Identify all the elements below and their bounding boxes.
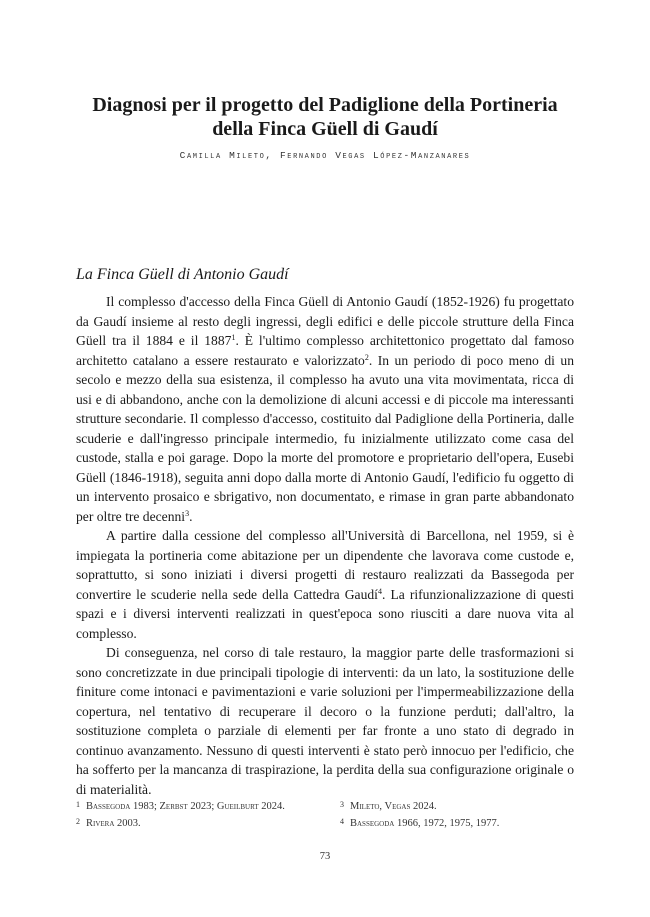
footnote-1: $^1$ Bassegoda 1983; Zerbst 2023; Gueilburt 2024.	[76, 800, 285, 812]
footnote-2: $^2$ Rivera 2003.	[76, 817, 141, 829]
footnote-4: $^4$ Bassegoda 1966, 1972, 1975, 1977.	[340, 817, 500, 829]
footnote-3: $^3$ Mileto, Vegas 2024.	[340, 800, 437, 812]
footnote-ref-2[interactable]: 2	[364, 352, 369, 362]
title-line-1: Diagnosi per il progetto del Padiglione della Portineria	[92, 94, 558, 116]
footnote-ref-4[interactable]: 4	[377, 586, 382, 596]
footnote-ref-3[interactable]: 3	[185, 508, 190, 518]
page-number: 73	[319, 851, 331, 862]
title-line-2: della Finca Güell di Gaudí	[212, 118, 438, 140]
footnotes	[76, 797, 574, 831]
paragraph-2: A partire dalla cessione del complesso all'Università di Barcellona, nel 1959, si è impiegata la portineria come abitazione per un dipendente che lavorava come custode e, soprattutto, si sono iniziati i diversi progetti di restauro realizzati da Bassegoda per convertire le scuderie nella sede della Cattedra Gaudí$^4$. La rifunzionalizzazione di questi spazi e i diversi interventi realizzati in quest'epoca sono riusciti a dare nuova vita al complesso.	[76, 528, 574, 641]
footnotes-column-right	[340, 797, 574, 831]
article-title	[60, 93, 590, 141]
footnote-ref-1[interactable]: 1	[231, 333, 236, 342]
authors: Camilla Mileto, Fernando Vegas López-Manzanares	[179, 150, 471, 161]
paragraph-3: Di conseguenza, nel corso di tale restauro, la maggior parte delle trasformazioni si sono concretizzate in due principali tipologie di interventi: da un lato, la sostituzione delle finiture come intonaci e pavimentazioni e varie soluzioni per l'impermeabilizzazione della copertura, nel tentativo di recuperare il decoro o la funzione perduti; dall'altro, la sostituzione completa o parziale di elementi per far fronte a uno stato di degrado in continuo avanzamento. Nessuno di questi interventi è stato però innocuo per l'edificio, che ha sofferto per la mancanza di traspirazione, la perdita della sua configurazione originale o di materialità.	[76, 645, 574, 797]
paragraph-1: Il complesso d'accesso della Finca Güell di Antonio Gaudí (1852-1926) fu progettato da Gaudí insieme al resto degli ingressi, degli edifici e delle piccole strutture della Finca Güell tra il 1884 e il 1887$^1$. È l'ultimo complesso architettonico progettato dal famoso architetto catalano a essere restaurato e valorizzato$^2$. In un periodo di poco meno di un secolo e mezzo della sua esistenza, il complesso ha avuto una vita movimentata, ricca di usi e di abbandono, anche con la demolizione di alcuni accessi e di piccole ma interessanti strutture secondarie. Il complesso d'accesso, costituito dal Padiglione della Portineria, dalle scuderie e dall'ingresso principale intermedio, fu inizialmente utilizzato come casa del custode, stalla e poi garage. Dopo la morte del promotore e proprietario dell'opera, Eusebi Güell (1846-1918), seguita anni dopo dalla morte di Antonio Gaudí, l'edificio fu oggetto di un intervento prosaico e sbrigativo, non documentato, e rimase in gran parte abbandonato per oltre tre decenni$^3$.	[76, 294, 574, 524]
section-heading: La Finca Güell di Antonio Gaudí	[76, 266, 289, 283]
article-body	[76, 292, 574, 799]
footnotes-column-left	[76, 797, 340, 831]
